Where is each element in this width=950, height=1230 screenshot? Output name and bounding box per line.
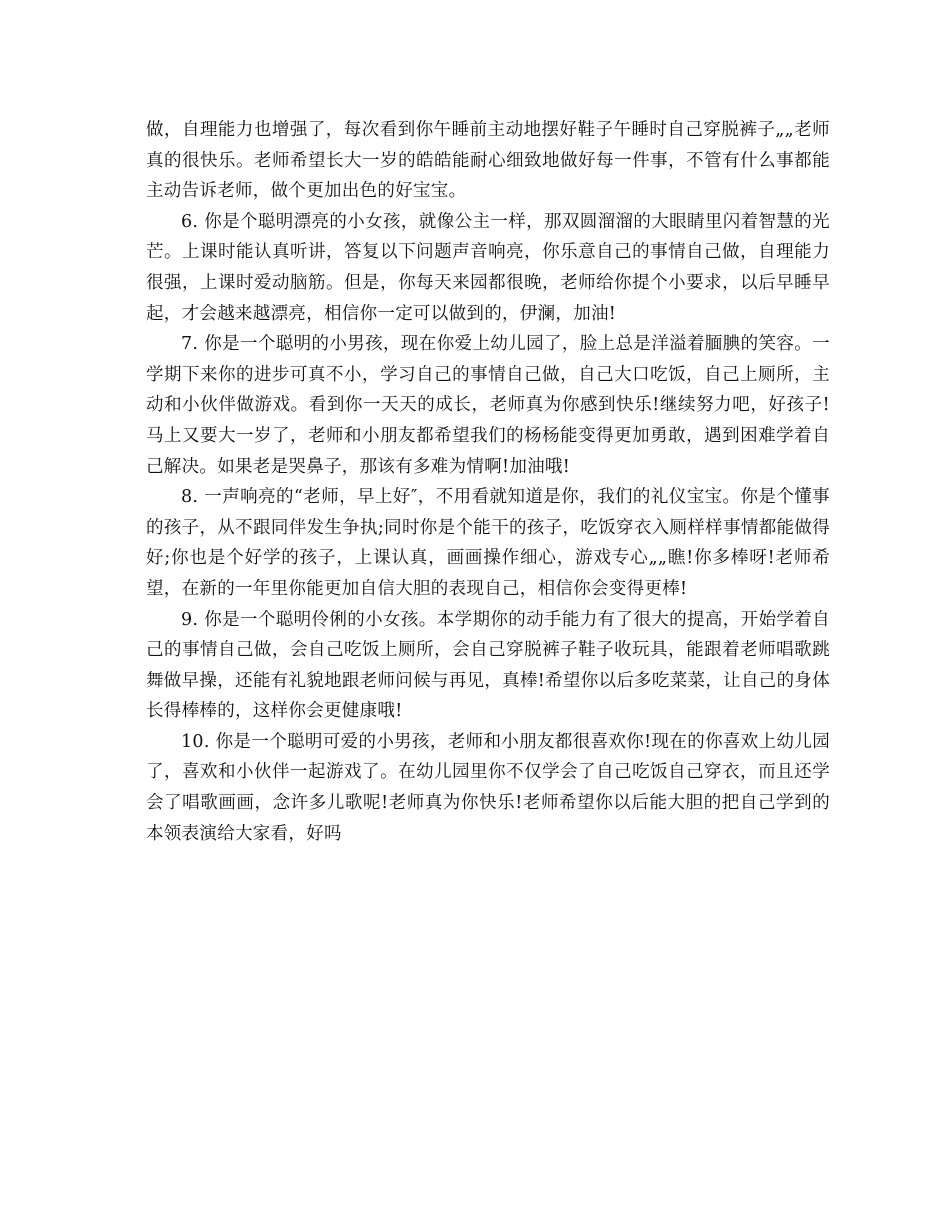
paragraph-item-6: 6. 你是个聪明漂亮的小女孩，就像公主一样，那双圆溜溜的大眼睛里闪着智慧的光芒。上课时能认真听讲，答复以下问题声音响亮，你乐意自己的事情自己做，自理能力很强，上课时爱动脑筋。但是，你每天来园都很晚，老师给你提个小要求，以后早睡早起，才会越来越漂亮，相信你一定可以做到的，伊澜，加油!: [146, 211, 830, 324]
paragraph-item-8: 8. 一声响亮的“老师，早上好″，不用看就知道是你，我们的礼仪宝宝。你是个懂事的孩子，从不跟同伴发生争执;同时你是个能干的孩子，吃饭穿衣入厕样样事情都能做得好;你也是个好学的孩子，上课认真，画画操作细心，游戏专心„„瞧!你多棒呀!老师希望，在新的一年里你能更加自信大胆的表现自己，相信你会变得更棒!: [146, 487, 830, 599]
paragraph-item-10: 10. 你是一个聪明可爱的小男孩，老师和小朋友都很喜欢你!现在的你喜欢上幼儿园了，喜欢和小伙伴一起游戏了。在幼儿园里你不仅学会了自己吃饭自己穿衣，而且还学会了唱歌画画，念许多儿歌呢!老师真为你快乐!老师希望你以后能大胆的把自己学到的本领表演给大家看，好吗: [146, 731, 830, 844]
paragraph-continuation: 做，自理能力也增强了，每次看到你午睡前主动地摆好鞋子午睡时自己穿脱裤子„„老师真的很快乐。老师希望长大一岁的皓皓能耐心细致地做好每一件事，不管有什么事都能主动告诉老师，做个更加出色的好宝宝。: [146, 120, 830, 202]
paragraph-item-7: 7. 你是一个聪明的小男孩，现在你爱上幼儿园了，脸上总是洋溢着腼腆的笑容。一学期下来你的进步可真不小，学习自己的事情自己做，自己大口吃饭，自己上厕所，主动和小伙伴做游戏。看到你一天天的成长，老师真为你感到快乐!继续努力吧，好孩子!马上又要大一岁了，老师和小朋友都希望我们的杨杨能变得更加勇敢，遇到困难学着自己解决。如果老是哭鼻子，那该有多难为情啊!加油哦!: [146, 334, 830, 477]
paragraph-item-9: 9. 你是一个聪明伶俐的小女孩。本学期你的动手能力有了很大的提高，开始学着自己的事情自己做，会自己吃饭上厕所，会自己穿脱裤子鞋子收玩具，能跟着老师唱歌跳舞做早操，还能有礼貌地跟老师问候与再见，真棒!希望你以后多吃菜菜，让自己的身体长得棒棒的，这样你会更健康哦!: [146, 609, 830, 722]
